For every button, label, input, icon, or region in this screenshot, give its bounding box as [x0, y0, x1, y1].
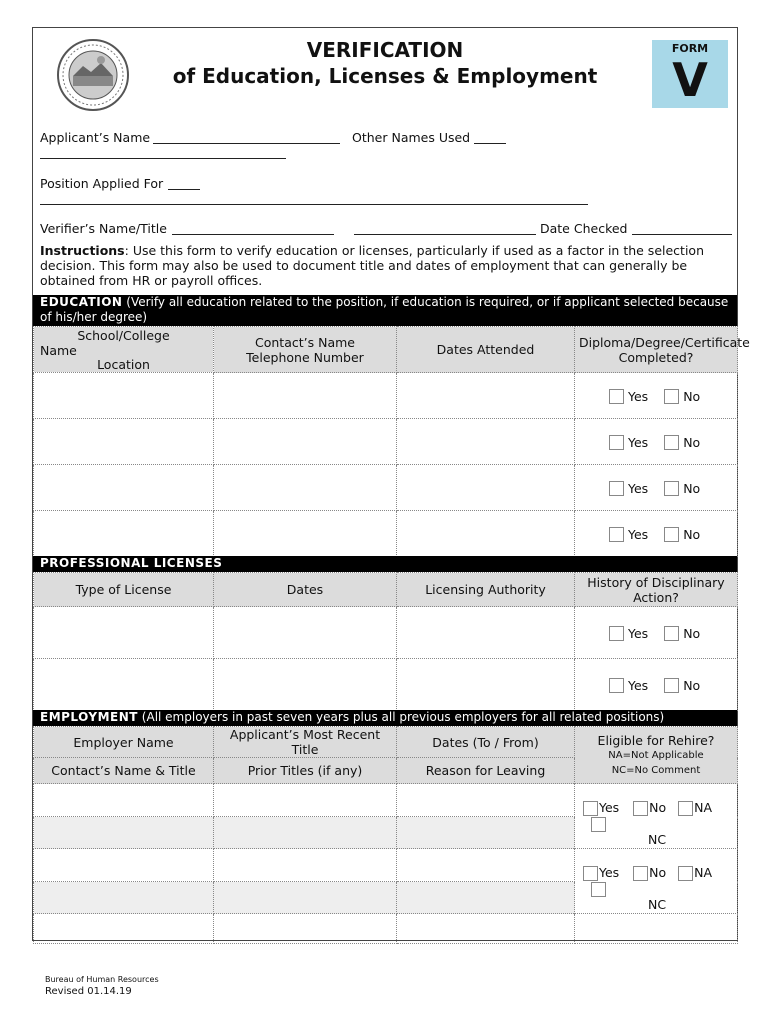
licenses-col-dates: Dates: [214, 573, 397, 607]
employment-col-contact: Contact’s Name & Title: [34, 758, 214, 784]
position-applied-field[interactable]: [168, 189, 200, 190]
date-checked-label: Date Checked: [540, 221, 628, 236]
verifier-label: Verifier’s Name/Title: [40, 221, 167, 236]
emp-dates-cell[interactable]: [397, 914, 575, 944]
school-cell[interactable]: [34, 465, 214, 511]
history-cell: [575, 659, 738, 711]
no-checkbox[interactable]: [664, 626, 679, 641]
licenses-col-authority: Licensing Authority: [397, 573, 575, 607]
employer-cell[interactable]: [34, 849, 214, 882]
prior-titles-cell[interactable]: [214, 817, 397, 849]
yes-label: Yes: [599, 865, 620, 880]
school-cell[interactable]: [34, 373, 214, 419]
education-col-contact-label: Contact’s Name: [255, 334, 355, 350]
nc-checkbox[interactable]: [591, 817, 606, 832]
form-badge-label: FORM: [671, 42, 709, 55]
no-label: No: [683, 434, 701, 450]
employment-col-employer: Employer Name: [34, 727, 214, 758]
education-table: [33, 326, 750, 557]
employment-col-reason: Reason for Leaving: [397, 758, 575, 784]
employment-table: [33, 726, 738, 944]
other-names-field[interactable]: [474, 143, 506, 144]
table-row: [34, 659, 738, 711]
footer-revised: Revised 01.14.19: [45, 986, 132, 997]
na-label: NA: [694, 800, 713, 815]
employment-col-rehire: [575, 727, 738, 784]
applicant-name-field[interactable]: [153, 143, 340, 144]
yes-label: Yes: [599, 800, 620, 815]
education-note: (Verify all education related to the position, if education is required, or if applicant selected because of his/her degree): [40, 295, 729, 324]
nc-checkbox[interactable]: [591, 882, 606, 897]
applicant-name-field-cont[interactable]: [40, 158, 286, 159]
license-type-cell[interactable]: [34, 607, 214, 659]
date-checked-field[interactable]: [632, 234, 732, 235]
diploma-cell: [575, 511, 738, 557]
nc-label: NC: [648, 897, 667, 912]
state-seal-icon: [56, 38, 130, 112]
form-subtitle: of Education, Licenses & Employment: [172, 64, 598, 88]
no-label: No: [683, 677, 701, 693]
rehire-cell[interactable]: [575, 914, 738, 944]
employment-header: [33, 710, 737, 726]
contact-title-cell[interactable]: [34, 817, 214, 849]
yes-label: Yes: [628, 388, 649, 404]
yes-label: Yes: [628, 480, 649, 496]
no-label: No: [683, 480, 701, 496]
recent-title-cell[interactable]: [214, 849, 397, 882]
education-col-name: Name: [40, 343, 77, 358]
table-row: [34, 373, 738, 419]
verifier-field[interactable]: [172, 234, 334, 235]
rehire-cell: [575, 784, 738, 849]
education-col-contact: [214, 327, 397, 373]
contact-cell[interactable]: [214, 419, 397, 465]
na-note: NA=Not Applicable: [608, 750, 704, 761]
table-row: [34, 511, 738, 557]
education-col-dates: Dates Attended: [397, 327, 575, 373]
license-type-cell[interactable]: [34, 659, 214, 711]
licenses-header: [33, 556, 737, 572]
no-checkbox[interactable]: [664, 435, 679, 450]
form-badge-letter: V: [672, 53, 708, 107]
no-label: No: [683, 526, 701, 542]
education-col-school: [34, 327, 214, 373]
yes-label: Yes: [628, 625, 649, 641]
no-checkbox[interactable]: [633, 866, 648, 881]
yes-label: Yes: [628, 526, 649, 542]
education-header: [33, 295, 737, 326]
diploma-cell: [575, 373, 738, 419]
education-header-row: [34, 327, 738, 373]
contact-cell[interactable]: [214, 373, 397, 419]
nc-label: NC: [648, 832, 667, 847]
instructions-label: Instructions: [40, 243, 125, 258]
school-cell[interactable]: [34, 511, 214, 557]
footer-bureau: Bureau of Human Resources: [45, 975, 159, 984]
yes-checkbox[interactable]: [609, 678, 624, 693]
employer-cell[interactable]: [34, 914, 214, 944]
license-dates-cell[interactable]: [214, 659, 397, 711]
recent-title-cell[interactable]: [214, 784, 397, 817]
position-applied-label: Position Applied For: [40, 176, 164, 191]
licenses-col-history: History of Disciplinary Action?: [575, 573, 738, 607]
diploma-cell: [575, 465, 738, 511]
instructions: [40, 243, 720, 288]
education-col-phone: Telephone Number: [246, 349, 364, 365]
yes-checkbox[interactable]: [583, 801, 598, 816]
dates-cell[interactable]: [397, 419, 575, 465]
table-row: [34, 849, 738, 882]
recent-title-cell[interactable]: [214, 914, 397, 944]
no-label: No: [683, 388, 701, 404]
table-row: [34, 465, 738, 511]
applicant-name-label: Applicant’s Name: [40, 130, 151, 145]
yes-checkbox[interactable]: [609, 527, 624, 542]
dates-cell[interactable]: [397, 373, 575, 419]
dates-cell[interactable]: [397, 465, 575, 511]
licenses-table: [33, 572, 738, 711]
emp-dates-cell[interactable]: [397, 849, 575, 882]
diploma-cell: [575, 419, 738, 465]
no-checkbox[interactable]: [664, 527, 679, 542]
no-checkbox[interactable]: [633, 801, 648, 816]
na-checkbox[interactable]: [678, 866, 693, 881]
table-row: [34, 607, 738, 659]
contact-cell[interactable]: [214, 465, 397, 511]
licenses-col-type: Type of License: [34, 573, 214, 607]
reason-cell[interactable]: [397, 882, 575, 914]
employment-col-recent: Applicant’s Most Recent Title: [214, 727, 397, 758]
prior-titles-cell[interactable]: [214, 882, 397, 914]
contact-cell[interactable]: [214, 511, 397, 557]
no-label: No: [649, 800, 667, 815]
no-label: No: [649, 865, 667, 880]
yes-checkbox[interactable]: [609, 481, 624, 496]
employment-col-prior: Prior Titles (if any): [214, 758, 397, 784]
yes-checkbox[interactable]: [609, 389, 624, 404]
na-checkbox[interactable]: [678, 801, 693, 816]
yes-checkbox[interactable]: [583, 866, 598, 881]
nc-note: NC=No Comment: [611, 765, 701, 776]
employment-title: EMPLOYMENT: [40, 710, 138, 724]
table-row: [34, 784, 738, 817]
employer-cell[interactable]: [34, 784, 214, 817]
licenses-header-row: [34, 573, 738, 607]
license-dates-cell[interactable]: [214, 607, 397, 659]
license-authority-cell[interactable]: [397, 607, 575, 659]
licenses-title: PROFESSIONAL LICENSES: [40, 556, 223, 570]
education-col-location: Location: [97, 356, 150, 372]
dates-cell[interactable]: [397, 511, 575, 557]
employment-note: (All employers in past seven years plus all previous employers for all related positions): [137, 710, 665, 724]
yes-label: Yes: [628, 677, 649, 693]
license-authority-cell[interactable]: [397, 659, 575, 711]
table-row: [34, 914, 738, 944]
no-checkbox[interactable]: [664, 389, 679, 404]
education-title: EDUCATION: [40, 295, 123, 309]
table-row: [34, 419, 738, 465]
employment-col-dates: Dates (To / From): [397, 727, 575, 758]
no-checkbox[interactable]: [664, 481, 679, 496]
no-label: No: [683, 625, 701, 641]
school-cell[interactable]: [34, 419, 214, 465]
yes-checkbox[interactable]: [609, 435, 624, 450]
education-col-diploma: Diploma/Degree/Certificate Completed?: [575, 327, 738, 373]
reason-cell[interactable]: [397, 817, 575, 849]
instructions-text: : Use this form to verify education or licenses, particularly if used as a factor in the selection decision. This form may also be used to document title and dates of employment that can generally be obtained from HR or payroll offices.: [40, 243, 704, 288]
other-names-label: Other Names Used: [352, 130, 471, 145]
yes-label: Yes: [628, 434, 649, 450]
position-applied-field-cont[interactable]: [40, 204, 588, 205]
no-checkbox[interactable]: [664, 678, 679, 693]
emp-dates-cell[interactable]: [397, 784, 575, 817]
form-badge: [652, 40, 728, 108]
employment-col-rehire-label: Eligible for Rehire?: [597, 733, 715, 748]
yes-checkbox[interactable]: [609, 626, 624, 641]
na-label: NA: [694, 865, 713, 880]
employment-header-row-1: [34, 727, 738, 758]
education-col-school-label: School/College: [77, 327, 170, 343]
rehire-cell: [575, 849, 738, 914]
history-cell: [575, 607, 738, 659]
form-title: VERIFICATION: [306, 38, 464, 62]
contact-title-cell[interactable]: [34, 882, 214, 914]
verifier-title-field[interactable]: [354, 234, 536, 235]
